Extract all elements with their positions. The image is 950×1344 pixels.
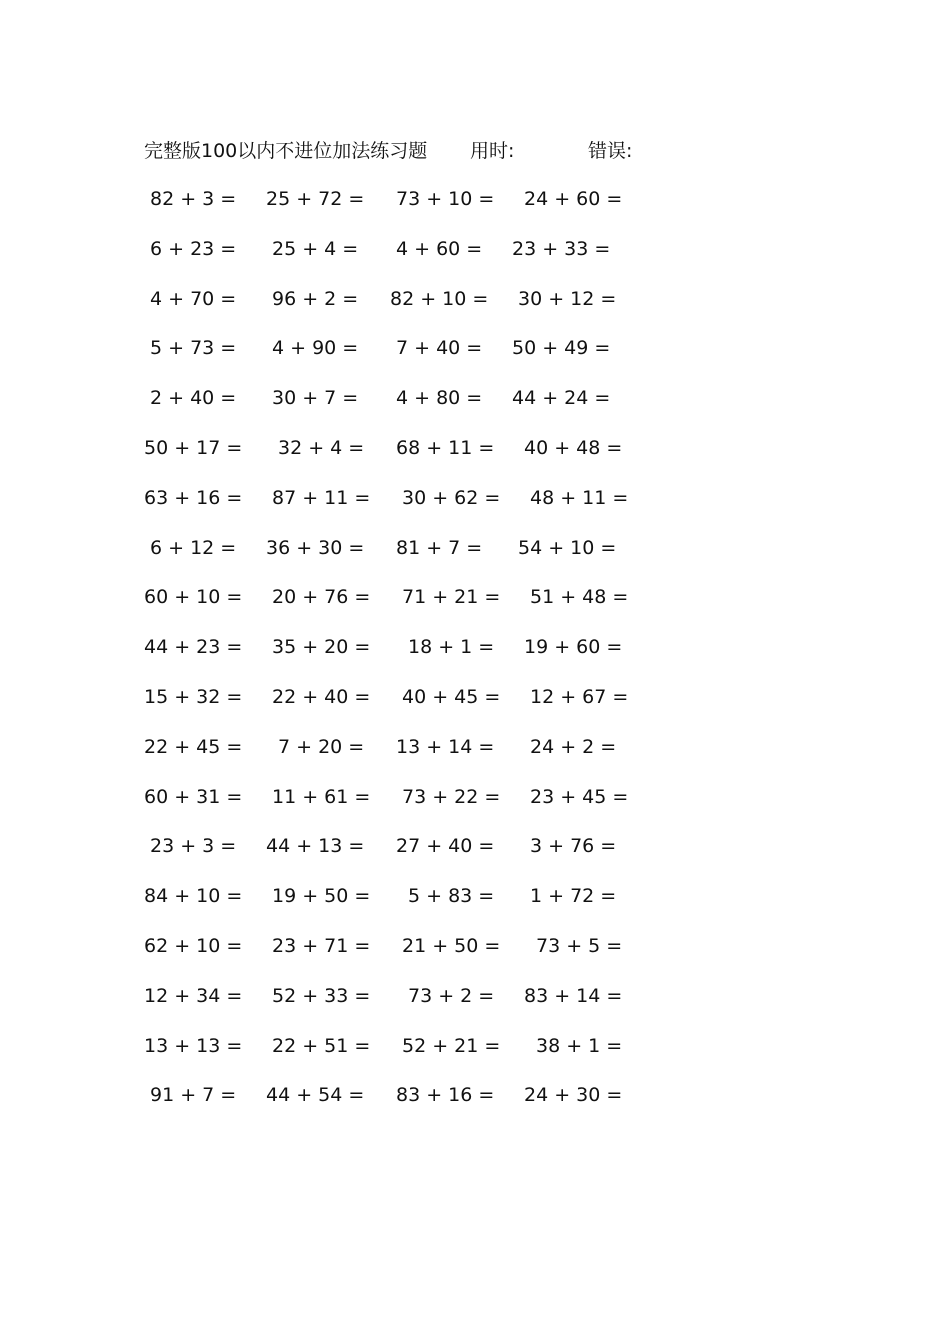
problem-item: 52 + 21 = (402, 1034, 501, 1057)
problem-item: 19 + 60 = (524, 636, 623, 659)
problem-item: 13 + 14 = (396, 735, 495, 758)
problem-item: 50 + 17 = (144, 437, 243, 459)
problem-item: 44 + 13 = (266, 835, 365, 858)
problem-item: 1 + 72 = (530, 885, 617, 908)
problem-item: 30 + 62 = (402, 486, 501, 509)
problem-item: 23 + 45 = (530, 785, 629, 808)
problem-item: 63 + 16 = (144, 486, 243, 509)
problem-item: 96 + 2 = (272, 287, 359, 310)
problem-item: 44 + 23 = (144, 636, 243, 659)
problem-item: 84 + 10 = (144, 885, 243, 908)
problem-item: 30 + 7 = (272, 387, 359, 410)
problem-item: 62 + 10 = (144, 935, 243, 957)
problem-item: 19 + 50 = (272, 885, 371, 908)
problem-item: 4 + 80 = (396, 387, 483, 410)
worksheet-header (0, 136, 950, 166)
problem-item: 7 + 40 = (396, 337, 483, 360)
problem-item: 25 + 72 = (266, 188, 365, 210)
problem-item: 30 + 12 = (518, 287, 617, 310)
problem-item: 4 + 70 = (150, 287, 237, 310)
problem-item: 4 + 60 = (396, 237, 483, 260)
problem-item: 91 + 7 = (150, 1084, 237, 1107)
problem-item: 13 + 13 = (144, 1034, 243, 1057)
problem-item: 40 + 48 = (524, 437, 623, 459)
problem-item: 5 + 73 = (150, 337, 237, 360)
problem-item: 82 + 3 = (150, 188, 237, 210)
problem-item: 22 + 51 = (272, 1034, 371, 1057)
problem-item: 23 + 3 = (150, 835, 237, 858)
problem-item: 6 + 12 = (150, 536, 237, 559)
problem-item: 44 + 54 = (266, 1084, 365, 1107)
problem-item: 24 + 30 = (524, 1084, 623, 1107)
time-label: 用时: (470, 140, 515, 162)
problem-item: 20 + 76 = (272, 586, 371, 609)
problem-item: 25 + 4 = (272, 237, 359, 260)
problem-item: 73 + 22 = (402, 785, 501, 808)
problem-item: 22 + 45 = (144, 735, 243, 758)
problem-item: 87 + 11 = (272, 486, 371, 509)
problem-item: 11 + 61 = (272, 785, 371, 808)
problem-item: 24 + 60 = (524, 188, 623, 210)
problem-item: 52 + 33 = (272, 984, 371, 1007)
problem-item: 68 + 11 = (396, 437, 495, 459)
problem-item: 12 + 34 = (144, 984, 243, 1007)
problem-item: 36 + 30 = (266, 536, 365, 559)
worksheet-title: 完整版100以内不进位加法练习题 (144, 140, 428, 162)
problem-item: 73 + 2 = (408, 984, 495, 1007)
problem-item: 73 + 10 = (396, 188, 495, 210)
problem-item: 4 + 90 = (272, 337, 359, 360)
problem-item: 6 + 23 = (150, 237, 237, 260)
problem-item: 82 + 10 = (390, 287, 489, 310)
problem-item: 83 + 14 = (524, 984, 623, 1007)
problem-item: 81 + 7 = (396, 536, 483, 559)
problem-item: 15 + 32 = (144, 686, 243, 708)
problem-item: 48 + 11 = (530, 486, 629, 509)
problem-item: 40 + 45 = (402, 686, 501, 708)
problem-item: 21 + 50 = (402, 935, 501, 957)
problem-item: 12 + 67 = (530, 686, 629, 708)
problem-item: 50 + 49 = (512, 337, 611, 360)
problem-item: 2 + 40 = (150, 387, 237, 410)
problem-item: 44 + 24 = (512, 387, 611, 410)
problem-item: 23 + 33 = (512, 237, 611, 260)
problem-item: 7 + 20 = (278, 735, 365, 758)
problem-item: 3 + 76 = (530, 835, 617, 858)
problem-item: 38 + 1 = (536, 1034, 623, 1057)
problem-item: 23 + 71 = (272, 935, 371, 957)
problem-item: 83 + 16 = (396, 1084, 495, 1107)
problem-item: 51 + 48 = (530, 586, 629, 609)
problem-item: 27 + 40 = (396, 835, 495, 858)
problem-item: 60 + 10 = (144, 586, 243, 609)
problem-item: 22 + 40 = (272, 686, 371, 708)
problem-item: 18 + 1 = (408, 636, 495, 659)
problem-item: 60 + 31 = (144, 785, 243, 808)
problem-item: 73 + 5 = (536, 935, 623, 957)
problem-item: 35 + 20 = (272, 636, 371, 659)
problem-item: 32 + 4 = (278, 437, 365, 459)
problem-item: 54 + 10 = (518, 536, 617, 559)
problem-item: 24 + 2 = (530, 735, 617, 758)
error-label: 错误: (588, 140, 633, 162)
problem-item: 5 + 83 = (408, 885, 495, 908)
problem-item: 71 + 21 = (402, 586, 501, 609)
